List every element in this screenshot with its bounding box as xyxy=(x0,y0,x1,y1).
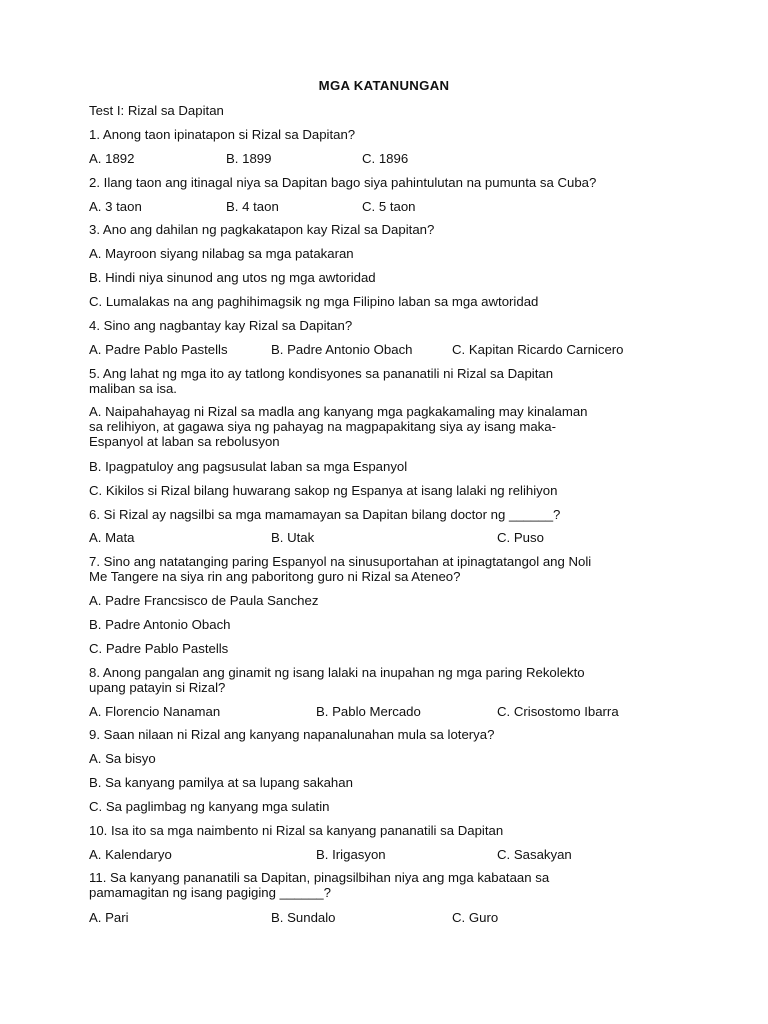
q1-option-c: C. 1896 xyxy=(362,151,409,166)
q6-option-a: A. Mata xyxy=(89,530,135,545)
q3-option-a: A. Mayroon siyang nilabag sa mga patakaran xyxy=(89,246,354,261)
q10-option-b: B. Irigasyon xyxy=(316,847,386,862)
q9-option-b: B. Sa kanyang pamilya at sa lupang sakahan xyxy=(89,775,353,790)
q9-option-c: C. Sa paglimbag ng kanyang mga sulatin xyxy=(89,799,330,814)
q2-option-c: C. 5 taon xyxy=(362,199,416,214)
q2-option-a: A. 3 taon xyxy=(89,199,142,214)
q4-option-a: A. Padre Pablo Pastells xyxy=(89,342,228,357)
question-7-line-1: 7. Sino ang natatanging paring Espanyol na sinusuportahan at ipinagtatangol ang Noli xyxy=(89,554,592,569)
q10-option-a: A. Kalendaryo xyxy=(89,847,172,862)
question-2: 2. Ilang taon ang itinagal niya sa Dapitan bago siya pahintulutan na pumunta sa Cuba? xyxy=(89,175,597,190)
q1-option-a: A. 1892 xyxy=(89,151,135,166)
q8-option-c: C. Crisostomo Ibarra xyxy=(497,704,619,719)
q5-option-a-line-3: Espanyol at laban sa rebolusyon xyxy=(89,434,280,449)
q1-option-b: B. 1899 xyxy=(226,151,272,166)
question-11-line-1: 11. Sa kanyang pananatili sa Dapitan, pinagsilbihan niya ang mga kabataan sa xyxy=(89,870,550,885)
q5-option-b: B. Ipagpatuloy ang pagsusulat laban sa mga Espanyol xyxy=(89,459,408,474)
question-5-line-2: maliban sa isa. xyxy=(89,381,177,396)
page-title: MGA KATANUNGAN xyxy=(318,78,450,93)
q10-option-c: C. Sasakyan xyxy=(497,847,572,862)
question-11-line-2: pamamagitan ng isang pagiging ______? xyxy=(89,885,331,900)
question-7-line-2: Me Tangere na siya rin ang paboritong guro ni Rizal sa Ateneo? xyxy=(89,569,461,584)
question-10: 10. Isa ito sa mga naimbento ni Rizal sa kanyang pananatili sa Dapitan xyxy=(89,823,504,838)
q11-option-a: A. Pari xyxy=(89,910,129,925)
question-6: 6. Si Rizal ay nagsilbi sa mga mamamayan sa Dapitan bilang doctor ng ______? xyxy=(89,507,561,522)
q8-option-a: A. Florencio Nanaman xyxy=(89,704,221,719)
question-4: 4. Sino ang nagbantay kay Rizal sa Dapitan? xyxy=(89,318,353,333)
q7-option-c: C. Padre Pablo Pastells xyxy=(89,641,229,656)
question-8-line-2: upang patayin si Rizal? xyxy=(89,680,226,695)
q11-option-c: C. Guro xyxy=(452,910,499,925)
q4-option-b: B. Padre Antonio Obach xyxy=(271,342,413,357)
q7-option-a: A. Padre Francsisco de Paula Sanchez xyxy=(89,593,319,608)
q5-option-c: C. Kikilos si Rizal bilang huwarang sakop ng Espanya at isang lalaki ng relihiyon xyxy=(89,483,558,498)
q3-option-c: C. Lumalakas na ang paghihimagsik ng mga Filipino laban sa mga awtoridad xyxy=(89,294,539,309)
question-1: 1. Anong taon ipinatapon si Rizal sa Dapitan? xyxy=(89,127,356,142)
q6-option-b: B. Utak xyxy=(271,530,315,545)
question-9: 9. Saan nilaan ni Rizal ang kanyang napanalunahan mula sa loterya? xyxy=(89,727,495,742)
q7-option-b: B. Padre Antonio Obach xyxy=(89,617,231,632)
q4-option-c: C. Kapitan Ricardo Carnicero xyxy=(452,342,624,357)
q2-option-b: B. 4 taon xyxy=(226,199,279,214)
question-8-line-1: 8. Anong pangalan ang ginamit ng isang lalaki na inupahan ng mga paring Rekolekto xyxy=(89,665,585,680)
q6-option-c: C. Puso xyxy=(497,530,544,545)
q3-option-b: B. Hindi niya sinunod ang utos ng mga awtoridad xyxy=(89,270,376,285)
test-label: Test I: Rizal sa Dapitan xyxy=(89,103,224,118)
q9-option-a: A. Sa bisyo xyxy=(89,751,156,766)
q5-option-a-line-1: A. Naipahahayag ni Rizal sa madla ang kanyang mga pagkakamaling may kinalaman xyxy=(89,404,588,419)
q8-option-b: B. Pablo Mercado xyxy=(316,704,421,719)
q5-option-a-line-2: sa relihiyon, at gagawa siya ng pahayag na magpapakitang siya ay isang maka- xyxy=(89,419,556,434)
q11-option-b: B. Sundalo xyxy=(271,910,336,925)
question-3: 3. Ano ang dahilan ng pagkakatapon kay Rizal sa Dapitan? xyxy=(89,222,435,237)
question-5-line-1: 5. Ang lahat ng mga ito ay tatlong kondisyones sa pananatili ni Rizal sa Dapitan xyxy=(89,366,554,381)
